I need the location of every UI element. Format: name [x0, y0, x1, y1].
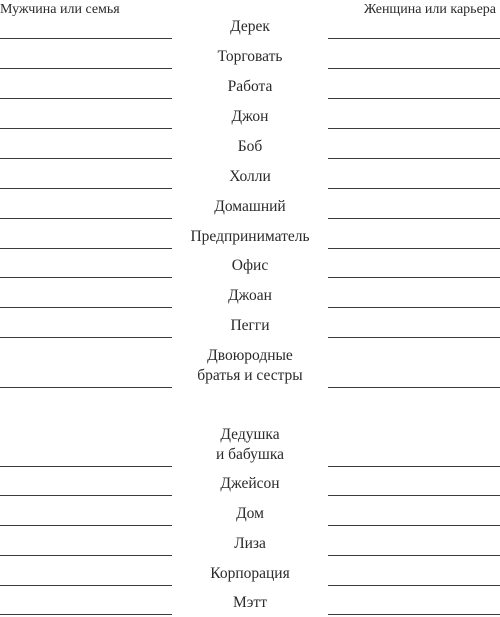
answer-line-left[interactable]	[0, 128, 172, 129]
word-label-line: Пегги	[230, 317, 270, 334]
answer-line-right[interactable]	[328, 38, 500, 39]
word-label-line: Дедушка	[220, 426, 280, 443]
word-label-line: Холли	[229, 168, 271, 185]
word-label-line: Корпорация	[210, 565, 290, 582]
word-label-line: Дерек	[230, 18, 270, 35]
answer-line-left[interactable]	[0, 98, 172, 99]
answer-line-right[interactable]	[328, 188, 500, 189]
answer-line-left[interactable]	[0, 38, 172, 39]
answer-line-right[interactable]	[328, 98, 500, 99]
word-label	[170, 137, 330, 157]
answer-line-right[interactable]	[328, 525, 500, 526]
word-label	[170, 425, 330, 465]
answer-line-left[interactable]	[0, 307, 172, 308]
answer-line-right[interactable]	[328, 466, 500, 467]
answer-line-right[interactable]	[328, 337, 500, 338]
word-label-line: Двоюродные	[207, 347, 293, 364]
answer-line-left[interactable]	[0, 158, 172, 159]
answer-line-left[interactable]	[0, 248, 172, 249]
answer-line-left[interactable]	[0, 387, 172, 388]
answer-line-left[interactable]	[0, 525, 172, 526]
answer-line-left[interactable]	[0, 495, 172, 496]
word-label-line: Боб	[237, 138, 263, 155]
word-label	[170, 316, 330, 336]
answer-line-left[interactable]	[0, 585, 172, 586]
word-label	[170, 593, 330, 613]
answer-line-left[interactable]	[0, 188, 172, 189]
word-label	[170, 564, 330, 584]
answer-line-left[interactable]	[0, 555, 172, 556]
header-right: Женщина или карьера	[363, 2, 496, 17]
word-label-line: и бабушка	[215, 446, 285, 463]
answer-line-right[interactable]	[328, 307, 500, 308]
answer-line-left[interactable]	[0, 218, 172, 219]
word-label	[170, 17, 330, 37]
answer-line-left[interactable]	[0, 614, 172, 615]
answer-line-right[interactable]	[328, 585, 500, 586]
word-label	[170, 534, 330, 554]
word-label-line: Предприниматель	[190, 228, 310, 245]
word-label	[170, 197, 330, 217]
word-label-line: Джон	[231, 108, 269, 125]
word-label	[170, 227, 330, 247]
answer-line-right[interactable]	[328, 555, 500, 556]
header-left: Мужчина или семья	[0, 2, 120, 17]
answer-line-right[interactable]	[328, 128, 500, 129]
word-label	[170, 286, 330, 306]
word-label-line: Мэтт	[233, 594, 267, 611]
word-label	[170, 167, 330, 187]
word-label	[170, 256, 330, 276]
word-label-line: Работа	[227, 78, 273, 95]
word-label-line: Домашний	[214, 198, 286, 215]
answer-line-right[interactable]	[328, 495, 500, 496]
answer-line-right[interactable]	[328, 387, 500, 388]
answer-line-right[interactable]	[328, 248, 500, 249]
answer-line-left[interactable]	[0, 466, 172, 467]
word-label	[170, 77, 330, 97]
word-label-line: Джейсон	[220, 475, 280, 492]
answer-line-right[interactable]	[328, 68, 500, 69]
word-label-line: Лиза	[234, 535, 266, 552]
answer-line-right[interactable]	[328, 614, 500, 615]
word-label-line: Джоан	[228, 287, 272, 304]
word-label-line: братья и сестры	[197, 367, 303, 384]
answer-line-left[interactable]	[0, 337, 172, 338]
word-label	[170, 107, 330, 127]
word-label-line: Дом	[236, 505, 264, 522]
answer-line-right[interactable]	[328, 158, 500, 159]
word-label-line: Торговать	[217, 48, 283, 65]
word-label	[170, 346, 330, 386]
word-label	[170, 47, 330, 67]
word-label	[170, 504, 330, 524]
answer-line-right[interactable]	[328, 218, 500, 219]
word-label-line: Офис	[231, 257, 269, 274]
answer-line-right[interactable]	[328, 277, 500, 278]
answer-line-left[interactable]	[0, 68, 172, 69]
word-label	[170, 474, 330, 494]
answer-line-left[interactable]	[0, 277, 172, 278]
